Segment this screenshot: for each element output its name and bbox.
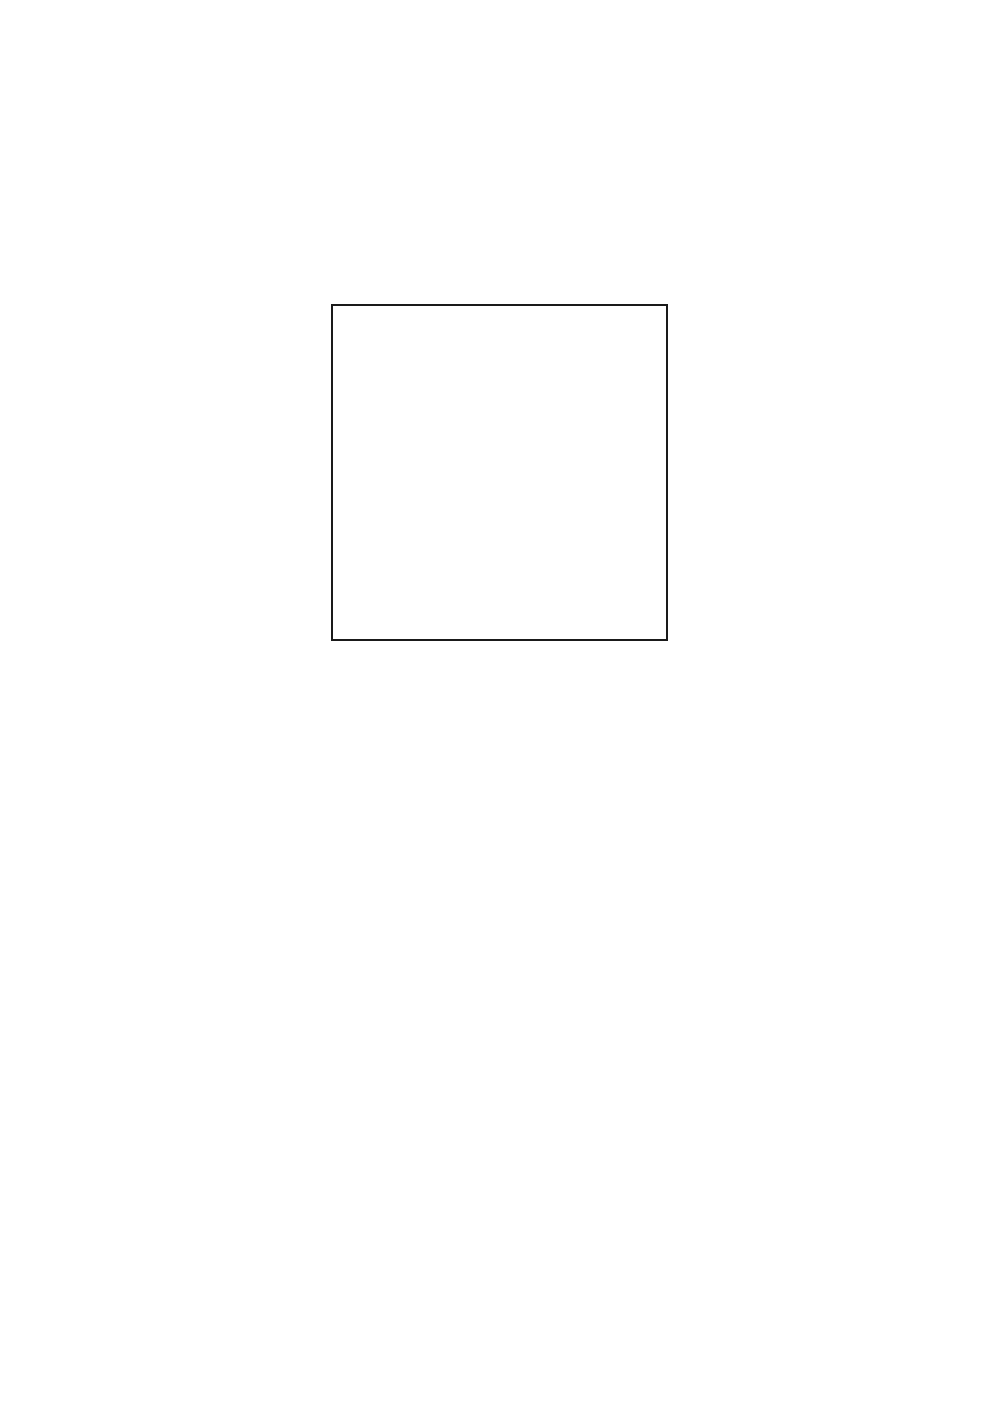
chess-board [334, 307, 666, 639]
chess-diagram [331, 304, 668, 641]
